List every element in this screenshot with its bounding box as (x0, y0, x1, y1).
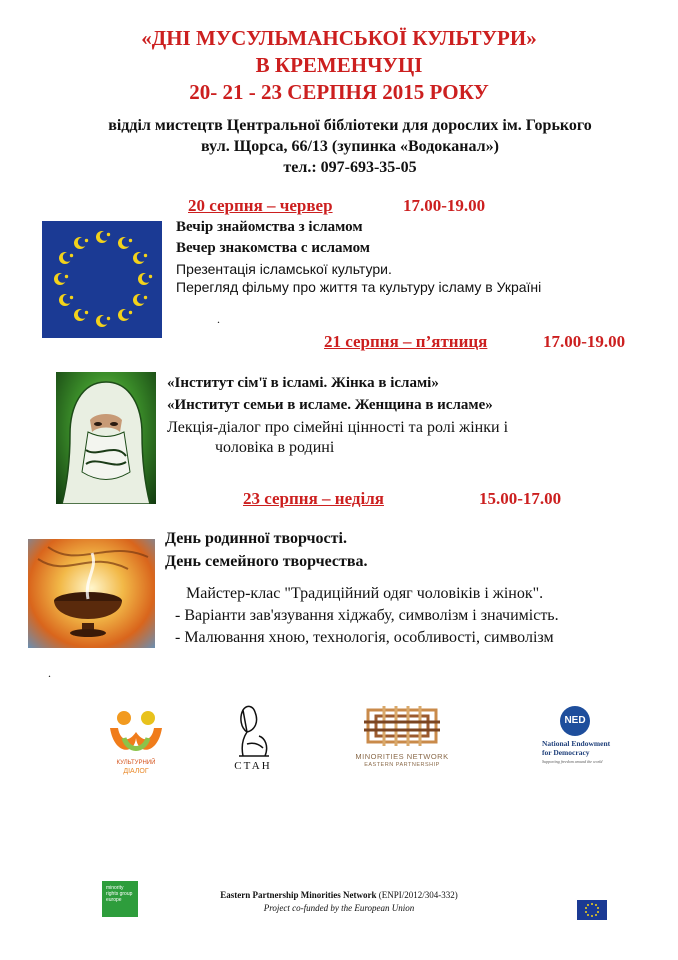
veiled-woman-image (56, 372, 156, 504)
venue-name: відділ мистецтв Центральної бібліотеки для дорослих ім. Горького (108, 117, 592, 134)
event3-date: 23 серпня – неділя (243, 489, 384, 508)
kulturnyi-dialog-text2: ДІАЛОГ (123, 768, 149, 775)
thinker-figure-icon (229, 702, 277, 760)
event2-title-uk: «Інститут сім'ї в ісламі. Жінка в ісламі» (167, 375, 439, 391)
separator-dot: . (217, 312, 220, 326)
page-title-line2: В КРЕМЕНЧУЦІ (255, 53, 423, 77)
ned-badge: NED (560, 706, 590, 736)
bowl-icon (28, 539, 155, 648)
ned-logo (542, 706, 632, 770)
page-title-line1: «ДНІ МУСУЛЬМАНСЬКОЇ КУЛЬТУРИ» (141, 26, 537, 50)
ned-text2: for Democracy (542, 748, 590, 757)
footer-network (0, 890, 678, 900)
event3-desc-line3: - Малювання хною, технологія, особливості, символізм (175, 629, 554, 646)
people-circle-icon (104, 708, 168, 760)
stan-logo (229, 702, 277, 778)
event3-title-uk: День родинної творчості. (165, 530, 347, 547)
event3-title-ru: День семейного творчества. (165, 553, 368, 570)
event2-title-ru: «Институт семьи в исламе. Женщина в исламе» (167, 397, 493, 413)
event1-date: 20 серпня – червер (188, 196, 333, 215)
event1-title-uk: Вечір знайомства з ісламом (176, 219, 363, 235)
event1-time: 17.00-19.00 (403, 196, 486, 215)
footer-cofunded: Project co-funded by the European Union (263, 903, 415, 913)
minorities-network-text2: EASTERN PARTNERSHIP (364, 762, 440, 768)
event2-desc-line1: Лекція-діалог про сімейні цінності та ролі жінки і (167, 419, 509, 436)
page-title-dates: 20- 21 - 23 СЕРПНЯ 2015 РОКУ (189, 80, 489, 104)
ned-tagline: Supporting freedom around the world (542, 759, 603, 764)
ned-text1: National Endowment (542, 739, 611, 748)
eu-flag-image (42, 221, 162, 338)
event3-time: 15.00-17.00 (479, 489, 562, 508)
separator-dot-2: . (48, 666, 51, 680)
minorities-network-text1: MINORITIES NETWORK (355, 752, 449, 761)
event1-desc-line1: Презентація ісламської культури. (176, 261, 392, 277)
footer-network-ref: (ENPI/2012/304-332) (378, 890, 458, 900)
event3-desc-line2: - Варіанти зав'язування хіджабу, символізм і значимість. (175, 607, 559, 624)
minorities-network-logo (344, 702, 460, 772)
mrg-text: minority rights group europe (106, 885, 133, 903)
crescent-stars-icon (42, 221, 162, 338)
venue-address: вул. Щорса, 66/13 (зупинка «Водоканал») (201, 138, 499, 155)
event2-time: 17.00-19.00 (543, 332, 626, 351)
event1-title-ru: Вечер знакомства с исламом (176, 240, 370, 256)
event3-desc-line1: Майстер-клас "Традиційний одяг чоловіків і жінок". (186, 585, 544, 602)
event2-date: 21 серпня – п’ятниця (324, 332, 488, 351)
eu-flag-small (577, 900, 607, 920)
stan-text: СТАН (234, 760, 272, 772)
event1-desc-line2: Перегляд фільму про життя та культуру ісламу в Україні (176, 279, 542, 295)
network-knot-icon (344, 702, 460, 750)
kulturnyi-dialog-text1: КУЛЬТУРНИЙ (116, 760, 156, 766)
footer-network-name: Eastern Partnership Minorities Network (220, 890, 377, 900)
venue-phone: тел.: 097-693-35-05 (283, 159, 417, 176)
eu-stars-icon (577, 900, 607, 920)
henna-bowl-image (28, 539, 155, 648)
event2-desc-line2: чоловіка в родині (215, 439, 335, 456)
kulturnyi-dialog-logo (104, 708, 168, 778)
veiled-woman-icon (56, 372, 156, 504)
